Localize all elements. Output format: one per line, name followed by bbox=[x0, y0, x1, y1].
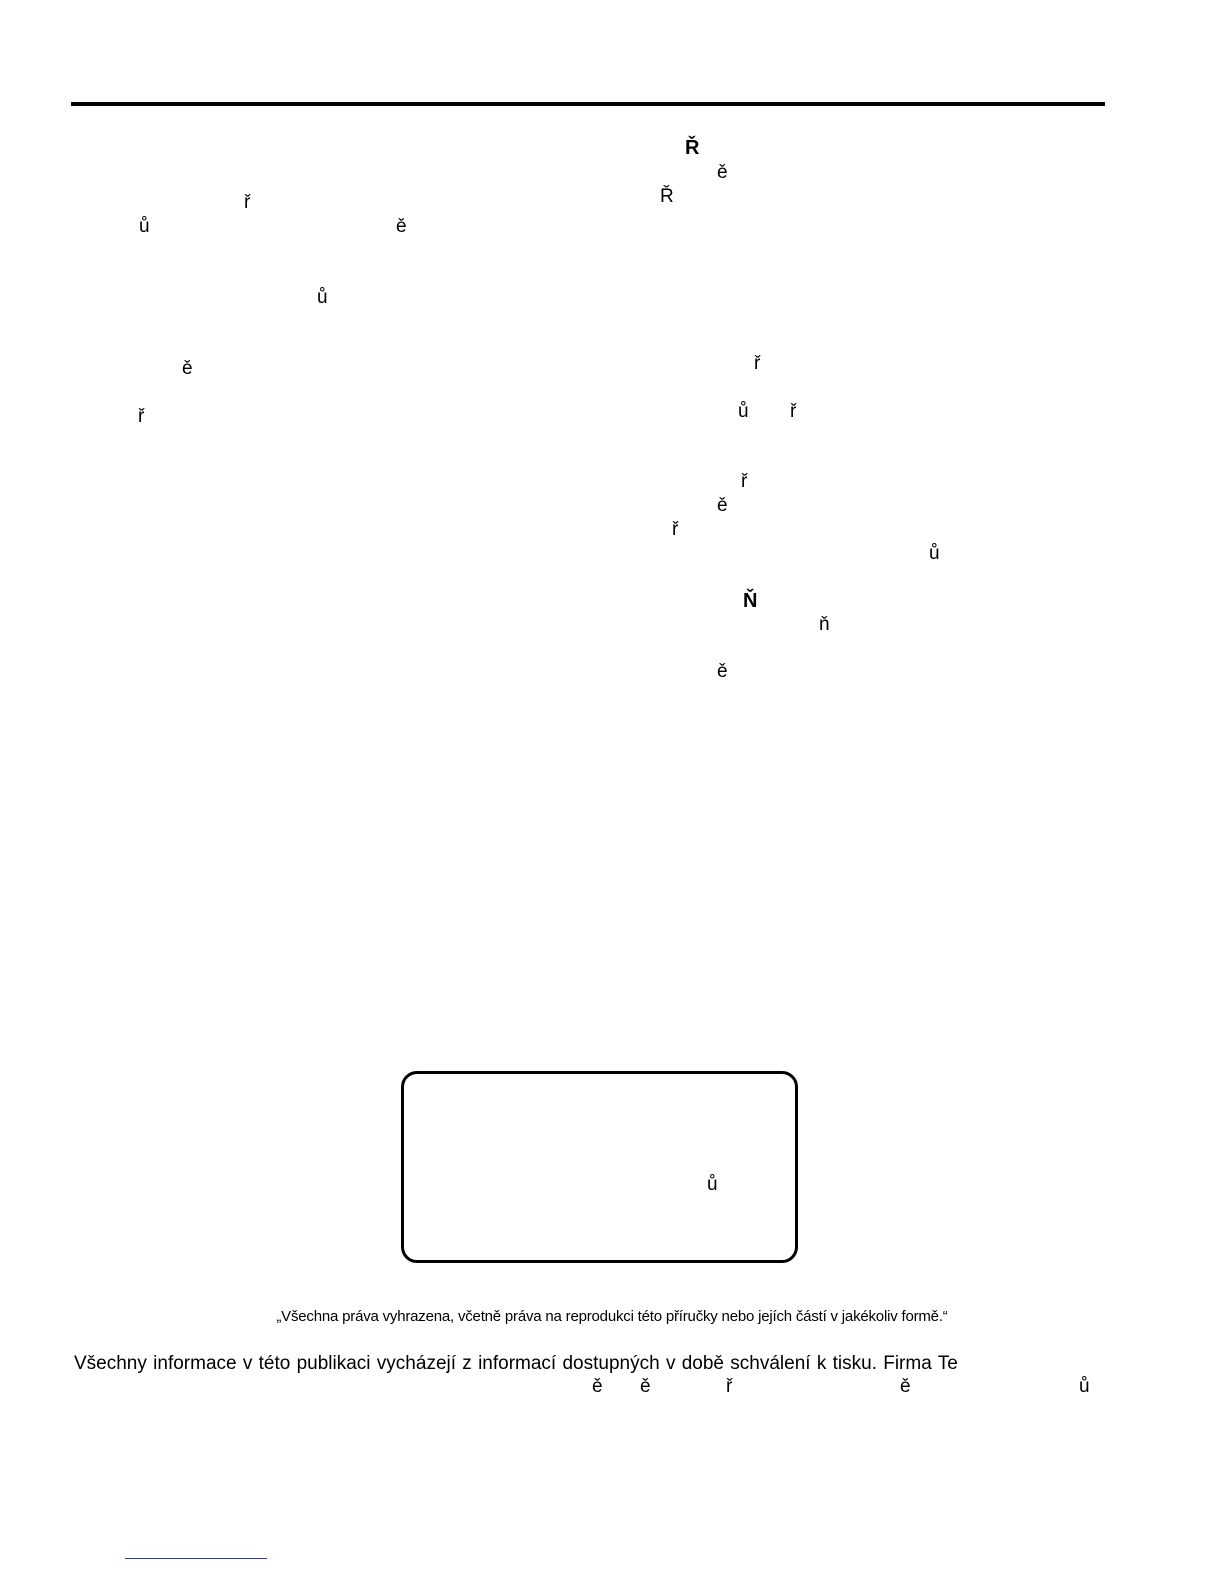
left-glyph-5: ě bbox=[182, 358, 193, 379]
header-rule bbox=[71, 102, 1105, 106]
left-glyph-1: ř bbox=[244, 192, 251, 213]
right-glyph-1: Ř bbox=[685, 137, 700, 159]
right-glyph-2: ě bbox=[717, 162, 728, 183]
right-glyph-12: ň bbox=[819, 614, 830, 635]
right-glyph-4: ř bbox=[754, 353, 761, 374]
copyright-notice: „Všechna práva vyhrazena, včetně práva na reprodukci této příručky nebo jejích částí v jakékoliv formě.“ bbox=[276, 1308, 948, 1325]
right-glyph-8: ě bbox=[717, 495, 728, 516]
info-glyph-3: ř bbox=[726, 1376, 733, 1397]
left-glyph-2: ů bbox=[139, 216, 150, 237]
left-glyph-3: ě bbox=[396, 216, 407, 237]
right-glyph-13: ě bbox=[717, 661, 728, 682]
info-glyph-1: ě bbox=[592, 1376, 603, 1397]
right-glyph-7: ř bbox=[741, 471, 748, 492]
right-glyph-6: ř bbox=[790, 401, 797, 422]
info-glyph-2: ě bbox=[640, 1376, 651, 1397]
right-glyph-3: Ř bbox=[660, 186, 674, 207]
right-glyph-10: ů bbox=[929, 543, 940, 564]
right-glyph-9: ř bbox=[672, 519, 679, 540]
right-glyph-11: Ň bbox=[743, 590, 758, 612]
info-paragraph: Všechny informace v této publikaci vycházejí z informací dostupných v době schválení k tisku. Firma Te bbox=[74, 1353, 958, 1374]
info-glyph-5: ů bbox=[1079, 1376, 1090, 1397]
box-glyph: ů bbox=[707, 1174, 718, 1195]
right-glyph-5: ů bbox=[738, 401, 749, 422]
info-box bbox=[401, 1071, 798, 1263]
footnote-rule bbox=[125, 1558, 267, 1559]
left-glyph-6: ř bbox=[138, 406, 145, 427]
left-glyph-4: ů bbox=[317, 287, 328, 308]
info-glyph-4: ě bbox=[900, 1376, 911, 1397]
